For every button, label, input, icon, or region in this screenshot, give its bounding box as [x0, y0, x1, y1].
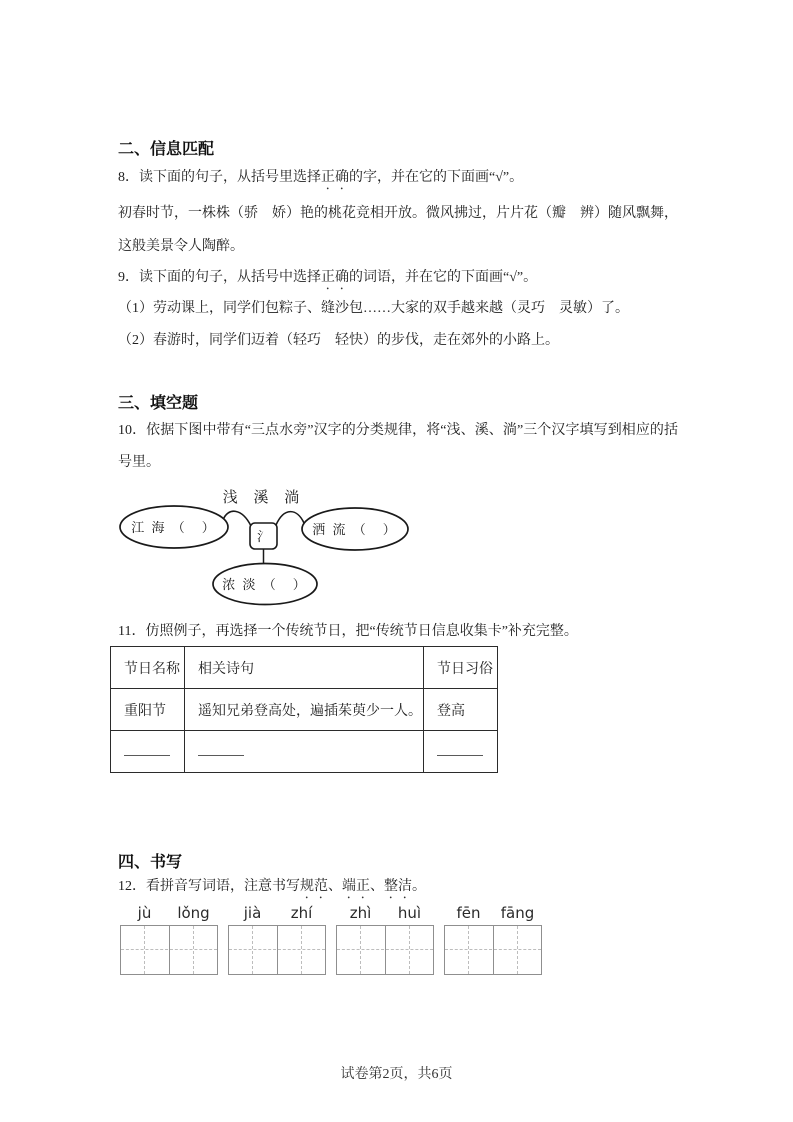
question-12-prompt [118, 877, 678, 902]
grid-divider [169, 926, 170, 974]
q12-prompt-end: 。 [412, 879, 426, 894]
grid-guide-line [468, 926, 469, 974]
section-3-title: 三、填空题 [118, 395, 199, 412]
pinyin-syllable: fēn [456, 904, 481, 922]
pinyin-labels [444, 904, 542, 925]
question-10-prompt: 10．依据下图中带有“三点水旁”汉字的分类规律，将“浅、溪、淌”三个汉字填写到相应的括号里。 [118, 423, 678, 470]
pinyin-syllable: jià [243, 904, 262, 922]
diagram-top-characters: 浅 溪 淌 [222, 490, 306, 506]
section-2-title: 二、信息匹配 [118, 141, 215, 158]
q8-prompt-emphasis: 正确 [321, 170, 349, 185]
q9-prompt-emphasis: 正确 [321, 270, 349, 285]
q12-separator: 、 [328, 879, 342, 894]
question-11-prompt: 11．仿照例子，再选择一个传统节日，把“传统节日信息收集卡”补充完整。 [118, 624, 578, 639]
question-9-item-2: （2）春游时，同学们迈着（轻巧 轻快）的步伐，走在郊外的小路上。 [118, 333, 559, 348]
grid-guide-line [517, 926, 518, 974]
grid-guide-line [252, 926, 253, 974]
q8-prompt-pre: 8．读下面的句子，从括号里选择 [118, 170, 321, 185]
festival-info-table [110, 646, 498, 773]
page-footer: 试卷第2页，共6页 [340, 1067, 453, 1082]
table-blank-row [111, 731, 498, 773]
connector-right [276, 512, 304, 525]
writing-grid-row [120, 904, 552, 975]
fill-in-blank [124, 743, 170, 756]
writing-grid-group-1 [120, 904, 218, 975]
header-related-verse: 相关诗句 [185, 647, 424, 689]
grid-divider [493, 926, 494, 974]
header-festival-name: 节日名称 [111, 647, 185, 689]
grid-guide-line [144, 926, 145, 974]
grid-divider [385, 926, 386, 974]
q12-emphasis-guifan: 规范 [300, 879, 328, 894]
header-festival-custom: 节日习俗 [424, 647, 498, 689]
water-radical-diagram [115, 478, 415, 608]
character-writing-box [228, 925, 326, 975]
grid-guide-line [229, 949, 325, 950]
grid-guide-line [337, 949, 433, 950]
fill-in-blank [198, 743, 244, 756]
question-8-body: 初春时节，一株株（骄 娇）艳的桃花竞相开放。微风拂过，片片花（瓣 辨）随风飘舞，这般美景令人陶醉。 [118, 206, 678, 254]
pinyin-labels [336, 904, 434, 925]
q8-prompt-post: 的字，并在它的下面画“√”。 [349, 170, 524, 185]
character-writing-box [444, 925, 542, 975]
table-header-row [111, 647, 498, 689]
q12-prompt-pre: 12．看拼音写词语，注意书写 [118, 879, 300, 894]
grid-guide-line [360, 926, 361, 974]
pinyin-syllable: fāng [500, 904, 535, 922]
writing-grid-group-3 [336, 904, 434, 975]
pinyin-syllable: jù [137, 904, 152, 922]
grid-guide-line [301, 926, 302, 974]
question-9-prompt [118, 268, 678, 293]
character-writing-box [120, 925, 218, 975]
writing-grid-group-4 [444, 904, 542, 975]
blank-cell-related-verse [185, 731, 424, 773]
left-ellipse-label: 江 海 （ ） [131, 520, 217, 535]
q12-emphasis-zhengjie: 整洁 [384, 879, 412, 894]
q9-prompt-post: 的词语，并在它的下面画“√”。 [349, 270, 538, 285]
cell-festival-name: 重阳节 [111, 689, 185, 731]
blank-cell-festival-name [111, 731, 185, 773]
q9-prompt-pre: 9．读下面的句子，从括号中选择 [118, 270, 321, 285]
character-writing-box [336, 925, 434, 975]
grid-guide-line [121, 949, 217, 950]
grid-guide-line [445, 949, 541, 950]
question-8-prompt [118, 168, 678, 193]
section-4-title: 四、书写 [118, 854, 183, 871]
grid-guide-line [193, 926, 194, 974]
table-row [111, 689, 498, 731]
writing-grid-group-2 [228, 904, 326, 975]
grid-guide-line [409, 926, 410, 974]
pinyin-labels [228, 904, 326, 925]
blank-cell-festival-custom [424, 731, 498, 773]
grid-divider [277, 926, 278, 974]
question-9-item-1: （1）劳动课上，同学们包粽子、缝沙包……大家的双手越来越（灵巧 灵敏）了。 [118, 301, 629, 316]
pinyin-syllable: zhí [290, 904, 313, 922]
pinyin-syllable: lǒng [177, 904, 210, 922]
pinyin-syllable: zhì [349, 904, 372, 922]
q12-emphasis-duanzheng: 端正 [342, 879, 370, 894]
bottom-ellipse-label: 浓 淡 （ ） [222, 577, 308, 592]
q12-separator: 、 [370, 879, 384, 894]
center-radical: 氵 [256, 529, 271, 544]
cell-festival-custom: 登高 [424, 689, 498, 731]
pinyin-labels [120, 904, 218, 925]
right-ellipse-label: 洒 流 （ ） [312, 522, 398, 537]
fill-in-blank [437, 743, 483, 756]
pinyin-syllable: huì [397, 904, 422, 922]
cell-related-verse: 遥知兄弟登高处，遍插茱萸少一人。 [185, 689, 424, 731]
